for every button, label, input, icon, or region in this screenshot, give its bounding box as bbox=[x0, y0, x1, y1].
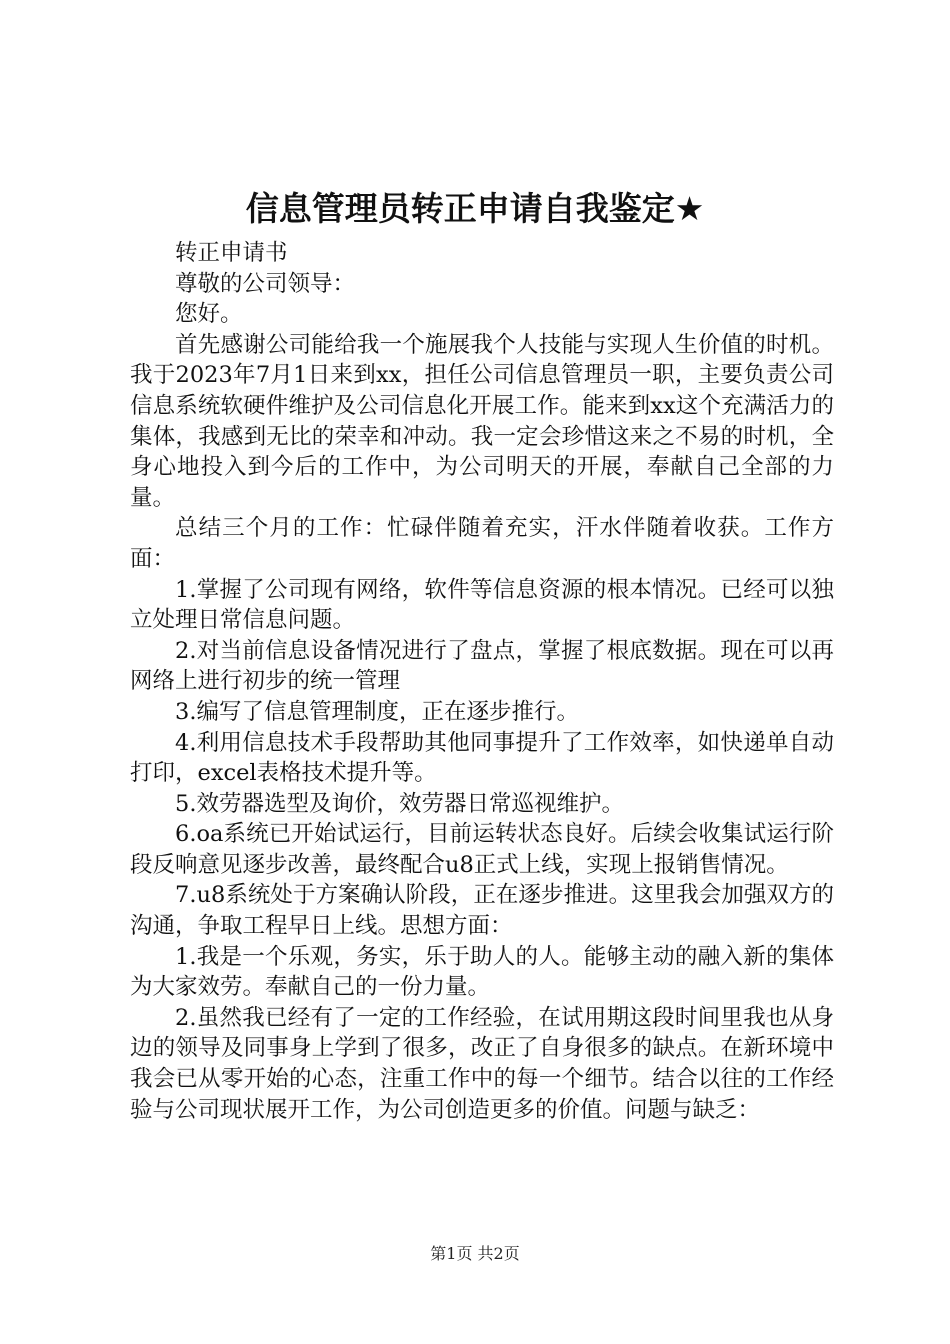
paragraph-summary: 总结三个月的工作：忙碌伴随着充实，汗水伴随着收获。工作方面： bbox=[130, 515, 834, 572]
paragraph-work-item-5: 5.效劳器选型及询价，效劳器日常巡视维护。 bbox=[175, 790, 624, 817]
paragraph-work-item-2: 2.对当前信息设备情况进行了盘点，掌握了根底数据。现在可以再网络上进行初步的统一管理 bbox=[130, 637, 834, 695]
paragraph-work-item-3: 3.编写了信息管理制度，正在逐步推行。 bbox=[175, 698, 579, 725]
document-title: 信息管理员转正申请自我鉴定★ bbox=[245, 189, 705, 228]
paragraph-greeting: 您好。 bbox=[175, 301, 243, 328]
paragraph-thought-item-1: 1.我是一个乐观，务实，乐于助人的人。能够主动的融入新的集体为大家效劳。奉献自己的一份力量。 bbox=[130, 943, 834, 1001]
paragraph-work-item-4: 4.利用信息技术手段帮助其他同事提升了工作效率，如快递单自动打印，excel表格技术提升等。 bbox=[130, 729, 834, 787]
paragraph-intro: 首先感谢公司能给我一个施展我个人技能与实现人生价值的时机。我于2023年7月1日来到xx，担任公司信息管理员一职，主要负责公司信息系统软硬件维护及公司信息化开展工作。能来到xx这个充满活力的集体，我感到无比的荣幸和冲动。我一定会珍惜这来之不易的时机，全身心地投入到今后的工作中，为公司明天的开展，奉献自己全部的力量。 bbox=[130, 331, 834, 511]
document-body bbox=[130, 238, 834, 1125]
paragraph-work-item-6: 6.oa系统已开始试运行，目前运转状态良好。后续会收集试运行阶段反响意见逐步改善，最终配合u8正式上线，实现上报销售情况。 bbox=[130, 821, 834, 878]
paragraph-salutation: 尊敬的公司领导： bbox=[175, 270, 356, 297]
paragraph-heading: 转正申请书 bbox=[175, 240, 288, 266]
paragraph-thought-item-2: 2.虽然我已经有了一定的工作经验，在试用期这段时间里我也从身边的领导及同事身上学到了很多，改正了自身很多的缺点。在新环境中我会已从零开始的心态，注重工作中的每一个细节。结合以往的工作经验与公司现状展开工作，为公司创造更多的价值。问题与缺乏： bbox=[130, 1004, 834, 1123]
paragraph-work-item-1: 1.掌握了公司现有网络，软件等信息资源的根本情况。已经可以独立处理日常信息问题。 bbox=[130, 576, 834, 634]
page-footer: 第1页 共2页 bbox=[430, 1244, 520, 1263]
paragraph-work-item-7: 7.u8系统处于方案确认阶段，正在逐步推进。这里我会加强双方的沟通，争取工程早日上线。思想方面： bbox=[130, 882, 834, 940]
